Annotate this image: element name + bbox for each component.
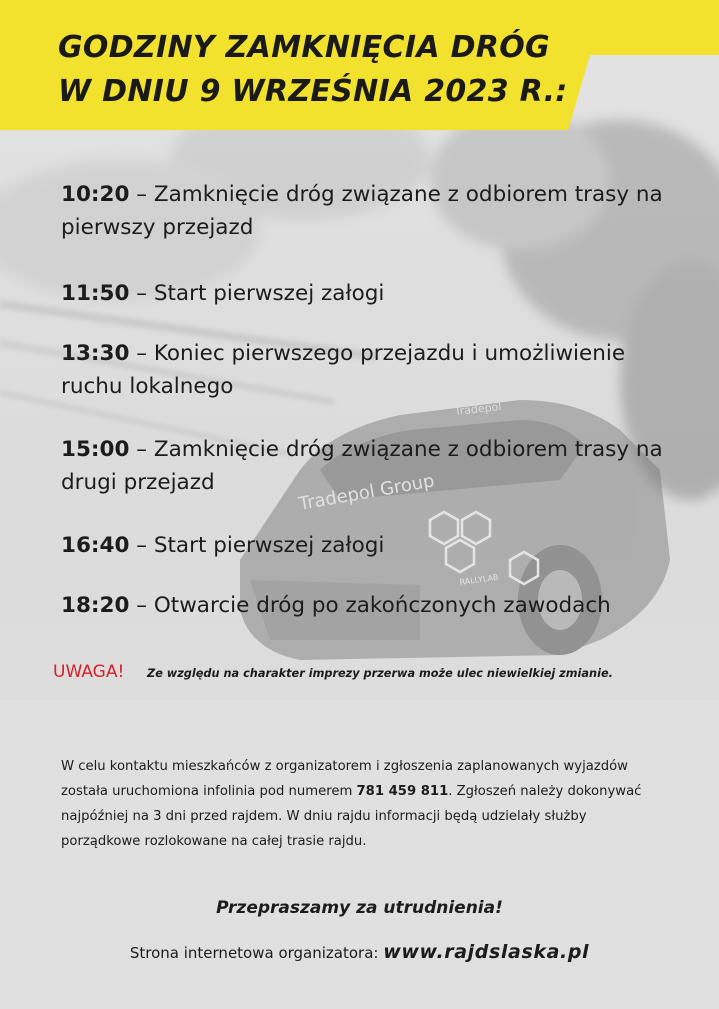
schedule-item <box>61 277 671 310</box>
schedule-description: – Zamknięcie dróg związane z odbiorem trasy na drugi przejazd <box>61 437 663 495</box>
schedule-description: – Otwarcie dróg po zakończonych zawodach <box>129 593 611 618</box>
schedule-time: 13:30 <box>61 341 130 366</box>
schedule-description: – Start pierwszej załogi <box>129 281 385 306</box>
info-paragraph <box>61 754 661 854</box>
schedule-item <box>61 178 671 244</box>
svg-text:Tradepol Group: Tradepol Group <box>297 470 437 515</box>
schedule-time: 15:00 <box>61 437 130 462</box>
schedule-description: – Start pierwszej załogi <box>129 533 385 558</box>
title-line-1: GODZINY ZAMKNIĘCIA DRÓG <box>58 30 550 65</box>
apology-text: Przepraszamy za utrudnienia! <box>216 898 503 918</box>
hotline-number: 781 459 811 <box>356 784 449 799</box>
schedule-time: 10:20 <box>61 182 130 207</box>
schedule-item <box>61 589 671 622</box>
header-band <box>0 0 719 130</box>
warning-text: Ze względu na charakter imprezy przerwa może ulec niewielkiej zmianie. <box>147 667 613 680</box>
schedule-description: – Koniec pierwszego przejazdu i umożliwienie ruchu lokalnego <box>61 341 626 399</box>
warning-label: UWAGA! <box>53 662 125 682</box>
schedule-description: – Zamknięcie dróg związane z odbiorem trasy na pierwszy przejazd <box>61 182 663 240</box>
website-label: Strona internetowa organizatora: <box>129 944 384 962</box>
schedule-item <box>61 337 671 403</box>
schedule-time: 18:20 <box>61 593 130 618</box>
website-url[interactable]: www.rajdslaska.pl <box>383 941 590 963</box>
info-text-part2: . Zgłoszeń należy dokonywać najpóźniej na 3 dni przed rajdem. W dniu rajdu informacji będą udzielały służby porządkowe rozlokowane na całej trasie rajdu. <box>61 784 642 849</box>
schedule-time: 16:40 <box>61 533 130 558</box>
schedule-item <box>61 433 671 499</box>
schedule-item <box>61 529 671 562</box>
title-line-2: W DNIU 9 WRZEŚNIA 2023 R.: <box>58 74 568 109</box>
svg-text:Tradepol: Tradepol <box>453 400 502 418</box>
info-text-part1: W celu kontaktu mieszkańców z organizatorem i zgłoszenia zaplanowanych wyjazdów została uruchomiona infolinia pod numerem <box>61 759 628 799</box>
schedule-time: 11:50 <box>61 281 130 306</box>
website-line <box>0 941 719 963</box>
svg-text:RALLYLAB: RALLYLAB <box>459 572 499 587</box>
